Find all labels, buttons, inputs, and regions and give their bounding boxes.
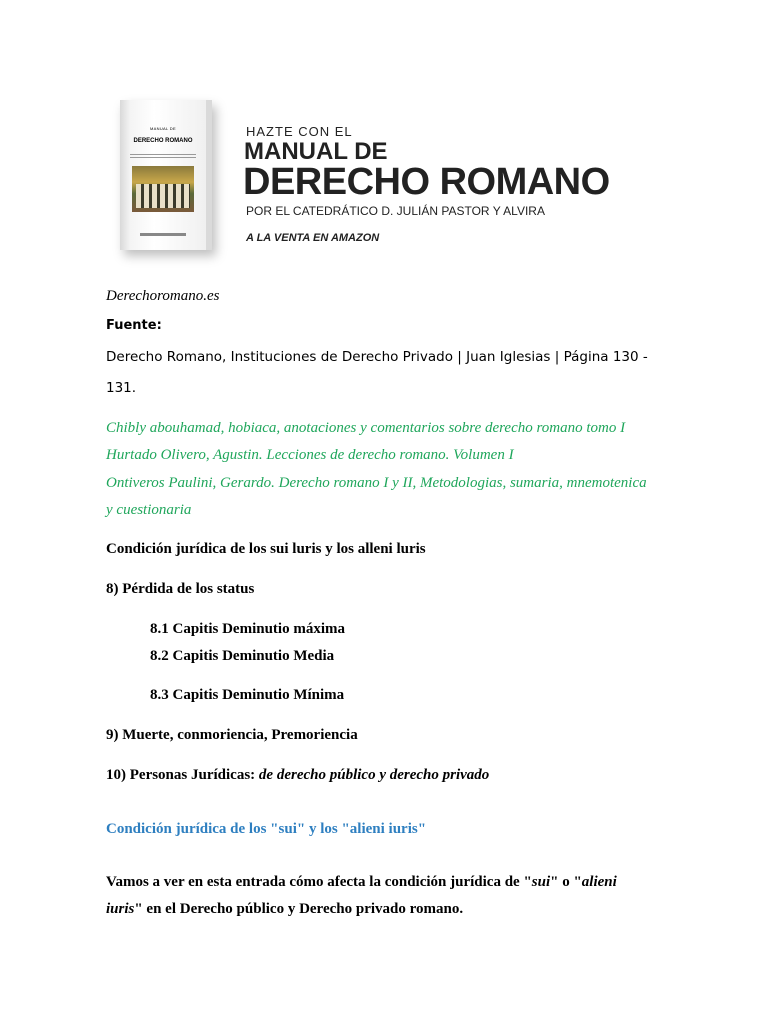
book-cover-small-text: MANUAL DE xyxy=(150,126,176,131)
site-name: Derechoromano.es xyxy=(106,288,220,304)
toc-item-8-2: 8.2 Capitis Deminutio Media xyxy=(150,648,335,664)
para-term-iuris: iuris xyxy=(106,901,135,917)
book-advert-banner[interactable] xyxy=(112,96,632,266)
book-cover-artwork xyxy=(132,166,194,212)
intro-paragraph-line-1 xyxy=(106,874,617,891)
book-cover-footer-line xyxy=(140,233,186,236)
banner-title: DERECHO ROMANO xyxy=(243,161,610,203)
banner-sale-text: A LA VENTA EN AMAZON xyxy=(246,232,380,244)
toc-title: Condición jurídica de los sui luris y los alleni luris xyxy=(106,541,426,557)
banner-pretitle: HAZTE CON EL xyxy=(246,124,353,139)
para-text: " en el Derecho público y Derecho privado romano. xyxy=(134,901,464,917)
book-cover-subtitle-lines xyxy=(130,152,196,158)
reference-line: Hurtado Olivero, Agustin. Lecciones de derecho romano. Volumen I xyxy=(106,447,514,463)
book-cover-image xyxy=(120,100,212,250)
para-text: " o " xyxy=(550,874,582,890)
banner-author: POR EL CATEDRÁTICO D. JULIÁN PASTOR Y ALVIRA xyxy=(246,204,545,218)
source-text-line-1: Derecho Romano, Instituciones de Derecho Privado | Juan Iglesias | Página 130 - xyxy=(106,349,648,365)
toc-item-8: 8) Pérdida de los status xyxy=(106,581,255,597)
toc-item-9: 9) Muerte, conmoriencia, Premoriencia xyxy=(106,727,358,743)
toc-item-8-1: 8.1 Capitis Deminutio máxima xyxy=(150,621,345,637)
source-text-line-2: 131. xyxy=(106,380,137,396)
toc-item-10-detail: de derecho público y derecho privado xyxy=(255,767,490,783)
para-term-sui: sui xyxy=(531,874,551,890)
para-text: Vamos a ver en esta entrada cómo afecta la condición jurídica de " xyxy=(106,874,532,890)
section-heading: Condición jurídica de los "sui" y los "alieni iuris" xyxy=(106,821,427,837)
banner-manual-text: MANUAL DE xyxy=(244,138,388,165)
toc-item-10-label: 10) Personas Jurídicas: xyxy=(106,767,256,783)
reference-line: y cuestionaria xyxy=(106,502,192,518)
toc-item-8-3: 8.3 Capitis Deminutio Mínima xyxy=(150,687,345,703)
source-label: Fuente: xyxy=(106,318,162,333)
reference-line: Ontiveros Paulini, Gerardo. Derecho romano I y II, Metodologias, sumaria, mnemotenica xyxy=(106,475,647,491)
toc-item-10 xyxy=(106,767,489,784)
intro-paragraph-line-2 xyxy=(106,901,463,918)
reference-line: Chibly abouhamad, hobiaca, anotaciones y comentarios sobre derecho romano tomo I xyxy=(106,420,626,436)
book-cover-title: DERECHO ROMANO xyxy=(133,138,193,144)
para-term-alieni: alieni xyxy=(581,874,617,890)
